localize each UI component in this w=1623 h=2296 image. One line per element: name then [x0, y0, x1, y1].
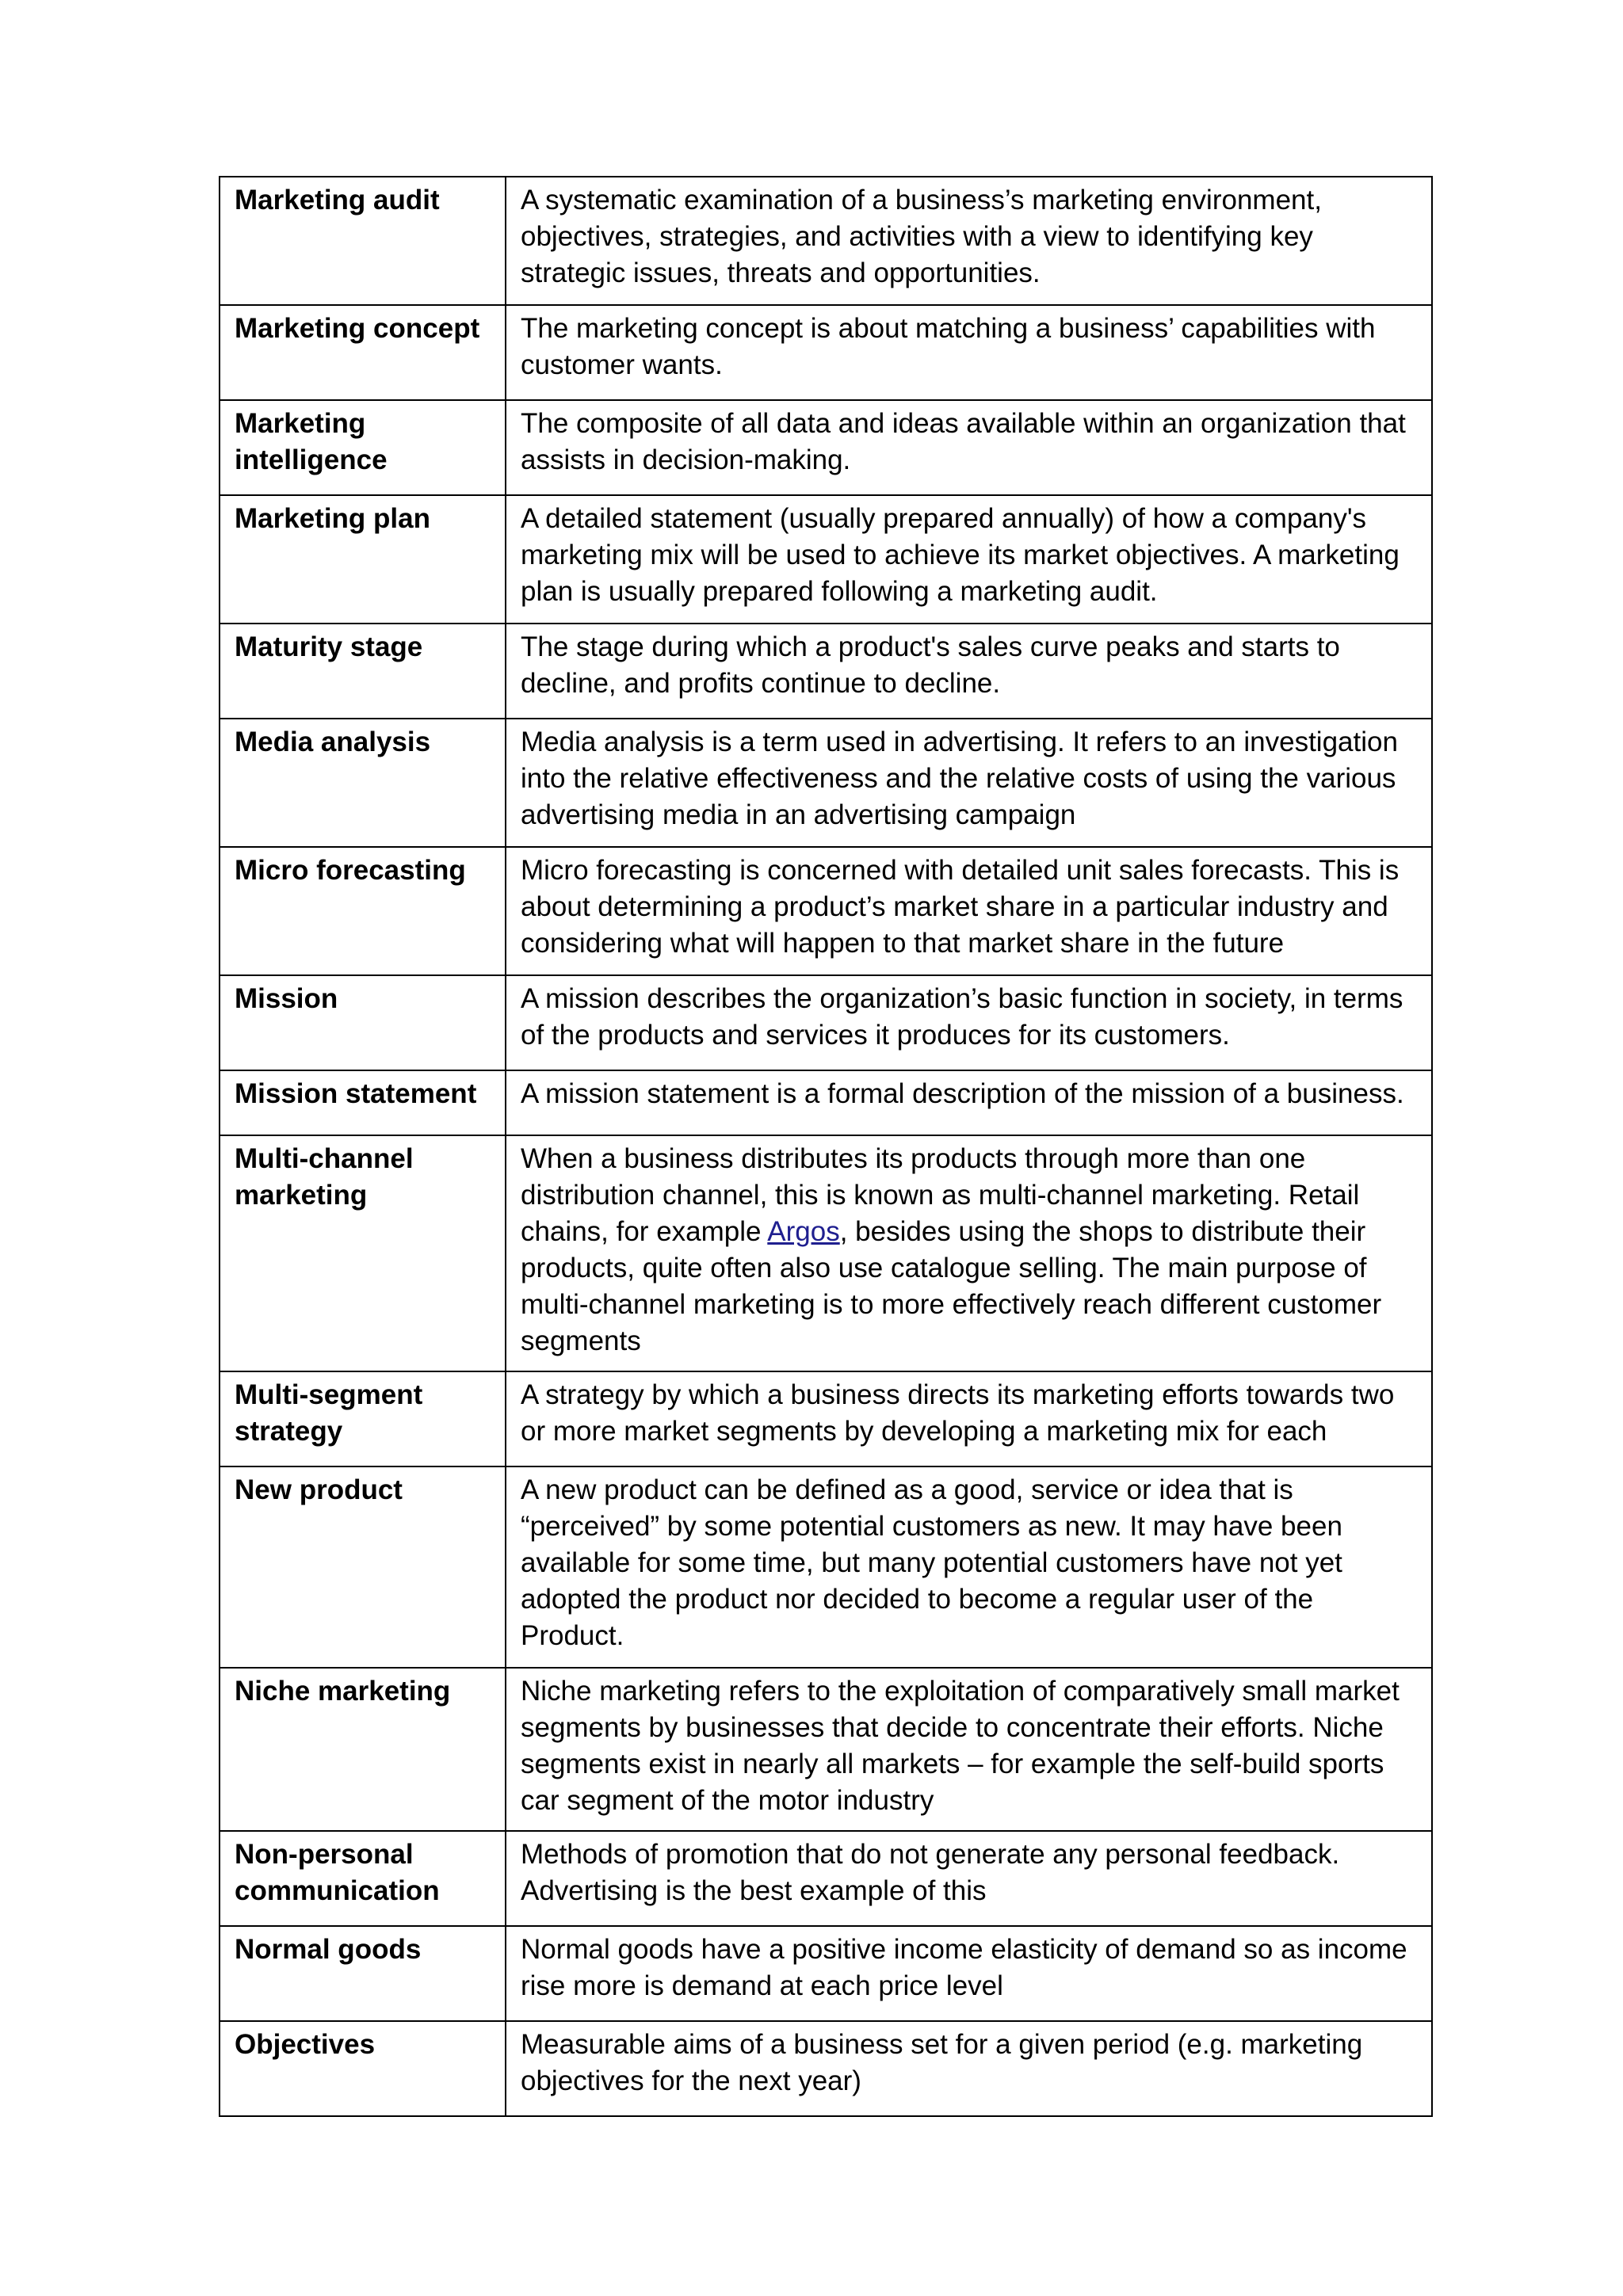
table-row — [220, 495, 1432, 624]
table-row — [220, 1070, 1432, 1135]
table-row — [220, 2021, 1432, 2116]
term-cell: Multi-segment strategy — [220, 1371, 506, 1466]
table-row — [220, 1371, 1432, 1466]
definition-text: , besides using the shops to distribute their products, quite often also use catalogue selling. The main purpose of multi-channel marketing is to more effectively reach different customer segments — [521, 1216, 1382, 1356]
term-cell: Micro forecasting — [220, 847, 506, 975]
definition-cell: Measurable aims of a business set for a given period (e.g. marketing objectives for the next year) — [506, 2021, 1432, 2116]
definition-cell: A mission describes the organization’s basic function in society, in terms of the products and services it produces for its customers. — [506, 975, 1432, 1070]
definition-cell: A strategy by which a business directs its marketing efforts towards two or more market segments by developing a marketing mix for each — [506, 1371, 1432, 1466]
definition-text: When a business distributes its products through more than one distribution channel, this is known as multi-channel marketing. Retail chains, for example — [521, 1143, 1360, 1247]
term-cell: Mission statement — [220, 1070, 506, 1135]
term-cell: Marketing intelligence — [220, 400, 506, 495]
table-row — [220, 400, 1432, 495]
term-cell: Marketing concept — [220, 305, 506, 400]
definition-cell: The marketing concept is about matching a business’ capabilities with customer wants. — [506, 305, 1432, 400]
term-cell: Media analysis — [220, 719, 506, 847]
term-cell: Normal goods — [220, 1926, 506, 2021]
table-row — [220, 624, 1432, 719]
definition-cell: A mission statement is a formal description of the mission of a business. — [506, 1070, 1432, 1135]
term-cell: Mission — [220, 975, 506, 1070]
table-row — [220, 1466, 1432, 1668]
definition-cell: A new product can be defined as a good, service or idea that is “perceived” by some potential customers as new. It may have been available for some time, but many potential customers have not yet adopted the product nor decided to become a regular user of the Product. — [506, 1466, 1432, 1668]
term-cell: Marketing plan — [220, 495, 506, 624]
definition-cell: Micro forecasting is concerned with detailed unit sales forecasts. This is about determining a product’s market share in a particular industry and considering what will happen to that market share in the future — [506, 847, 1432, 975]
definition-cell: Media analysis is a term used in advertising. It refers to an investigation into the relative effectiveness and the relative costs of using the various advertising media in an advertising campaign — [506, 719, 1432, 847]
term-cell: Marketing audit — [220, 177, 506, 305]
term-cell: Niche marketing — [220, 1668, 506, 1831]
table-row — [220, 847, 1432, 975]
term-cell: Multi-channel marketing — [220, 1135, 506, 1371]
table-row — [220, 975, 1432, 1070]
term-cell: Objectives — [220, 2021, 506, 2116]
definition-cell: The composite of all data and ideas available within an organization that assists in decision-making. — [506, 400, 1432, 495]
table-row — [220, 305, 1432, 400]
definition-cell: A detailed statement (usually prepared annually) of how a company's marketing mix will be used to achieve its market objectives. A marketing plan is usually prepared following a marketing audit. — [506, 495, 1432, 624]
term-cell: New product — [220, 1466, 506, 1668]
definition-cell: Normal goods have a positive income elasticity of demand so as income rise more is demand at each price level — [506, 1926, 1432, 2021]
argos-link[interactable]: Argos — [767, 1216, 840, 1247]
table-row — [220, 1135, 1432, 1371]
definition-cell — [506, 1135, 1432, 1371]
definition-cell: A systematic examination of a business’s marketing environment, objectives, strategies, and activities with a view to identifying key strategic issues, threats and opportunities. — [506, 177, 1432, 305]
table-row — [220, 719, 1432, 847]
table-row — [220, 1831, 1432, 1926]
term-cell: Maturity stage — [220, 624, 506, 719]
definition-cell: Niche marketing refers to the exploitation of comparatively small market segments by businesses that decide to concentrate their efforts. Niche segments exist in nearly all markets – for example the self-build sports car segment of the motor industry — [506, 1668, 1432, 1831]
glossary-table — [219, 176, 1433, 2117]
term-cell: Non-personal communication — [220, 1831, 506, 1926]
table-row — [220, 177, 1432, 305]
definition-cell: Methods of promotion that do not generate any personal feedback. Advertising is the best example of this — [506, 1831, 1432, 1926]
table-row — [220, 1926, 1432, 2021]
definition-cell: The stage during which a product's sales curve peaks and starts to decline, and profits continue to decline. — [506, 624, 1432, 719]
table-row — [220, 1668, 1432, 1831]
